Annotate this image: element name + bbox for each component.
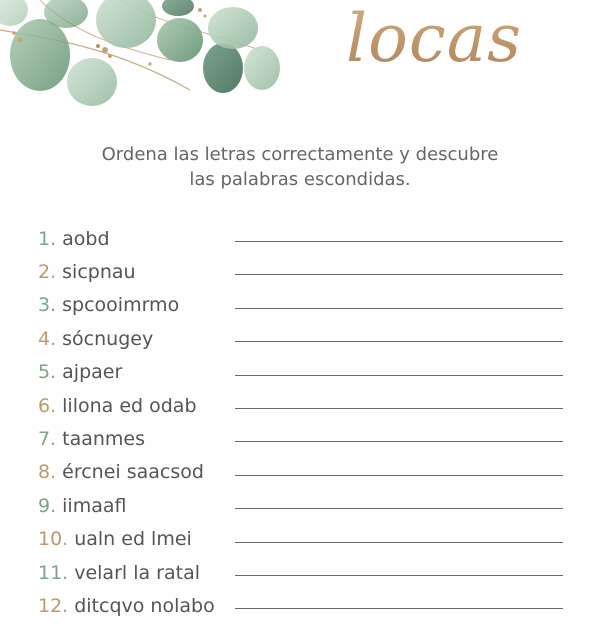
leaf-shape (10, 19, 70, 91)
item-number: 8. (38, 461, 57, 484)
list-item (38, 222, 568, 255)
scrambled-word: sócnugey (62, 327, 154, 350)
item-number: 11. (38, 561, 69, 584)
answer-line[interactable] (235, 375, 563, 376)
scramble-list (38, 222, 568, 623)
scrambled-word: iimaafl (62, 494, 127, 517)
list-item (38, 556, 568, 589)
answer-line[interactable] (235, 308, 563, 309)
answer-line[interactable] (235, 408, 563, 409)
scrambled-word: velarl la ratal (74, 561, 200, 584)
instructions (0, 142, 600, 192)
scrambled-word: taanmes (62, 428, 146, 451)
scrambled-word: sicpnau (62, 261, 136, 284)
answer-line[interactable] (235, 508, 563, 509)
list-item (38, 456, 568, 489)
scrambled-word: lilona ed odab (62, 394, 197, 417)
item-number: 7. (38, 428, 57, 451)
item-number: 10. (38, 528, 69, 551)
list-item (38, 422, 568, 455)
item-number: 1. (38, 227, 57, 250)
scrambled-word: ualn ed lmei (74, 528, 192, 551)
scrambled-word: ércnei saacsod (62, 461, 204, 484)
list-item (38, 489, 568, 522)
scrambled-word: ajpaer (62, 361, 123, 384)
scrambled-word: spcooimrmo (62, 294, 180, 317)
scrambled-word: aobd (62, 227, 110, 250)
list-item (38, 389, 568, 422)
item-number: 3. (38, 294, 57, 317)
list-item (38, 523, 568, 556)
list-item (38, 289, 568, 322)
list-item (38, 255, 568, 288)
answer-line[interactable] (235, 608, 563, 609)
item-number: 5. (38, 361, 57, 384)
answer-line[interactable] (235, 575, 563, 576)
instructions-line-2: las palabras escondidas. (189, 169, 411, 190)
game-title: locas (346, 0, 522, 92)
item-number: 2. (38, 261, 57, 284)
list-item (38, 356, 568, 389)
answer-line[interactable] (235, 441, 563, 442)
eucalyptus-leaves-decoration (0, 0, 300, 110)
instructions-line-1: Ordena las letras correctamente y descubre (101, 144, 499, 165)
item-number: 6. (38, 394, 57, 417)
item-number: 9. (38, 494, 57, 517)
answer-line[interactable] (235, 274, 563, 275)
item-number: 12. (38, 594, 69, 617)
answer-line[interactable] (235, 475, 563, 476)
item-number: 4. (38, 327, 57, 350)
list-item (38, 322, 568, 355)
scrambled-word: ditcqvo nolabo (74, 594, 215, 617)
answer-line[interactable] (235, 341, 563, 342)
list-item (38, 589, 568, 622)
answer-line[interactable] (235, 542, 563, 543)
answer-line[interactable] (235, 241, 563, 242)
